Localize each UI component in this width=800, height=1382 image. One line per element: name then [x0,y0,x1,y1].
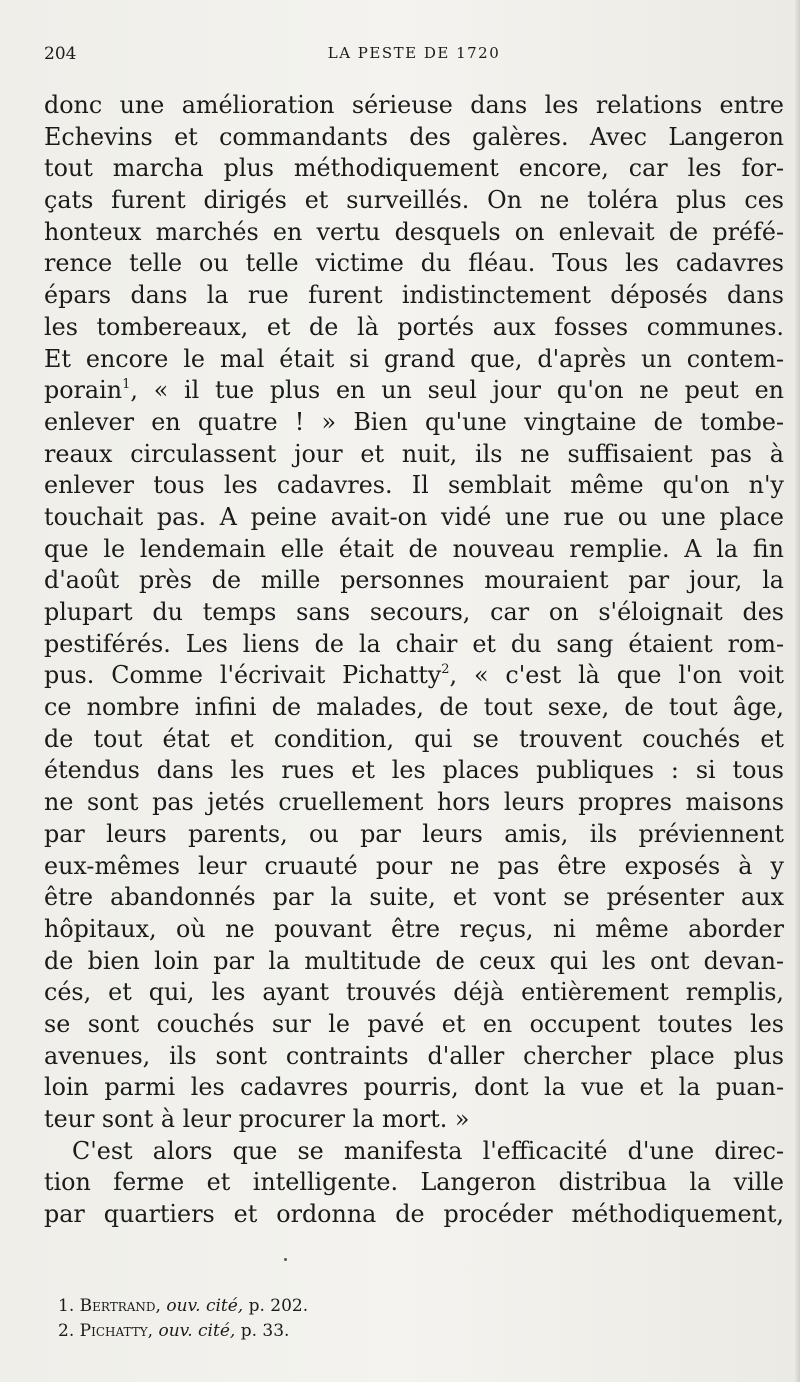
footnote-ref-2: 2 [441,662,450,678]
text-line: de tout état et condition, qui se trouvent couchés et [44,724,784,753]
footnote-number: 2. [58,1321,75,1341]
line-text: porain [44,376,123,405]
page-number: 204 [44,44,77,64]
page-header [44,44,784,68]
text-line-with-footnote-ref [44,660,784,692]
text-line: rence telle ou telle victime du fléau. Tous les cadavres [44,249,784,278]
text-line: d'août près de mille personnes mouraient par jour, la [44,566,784,595]
line-text: , « il tue plus en un seul jour qu'on ne peut en [130,376,784,405]
text-line: Et encore le mal était si grand que, d'après un contem- [44,344,784,373]
text-line: donc une amélioration sérieuse dans les relations entre [44,91,784,119]
footnote-page: p. 33. [240,1321,290,1341]
text-line: hôpitaux, où ne pouvant être reçus, ni même aborder [44,914,784,943]
text-line: enlever tous les cadavres. Il semblait même qu'on n'y [44,471,784,500]
text-line: enlever en quatre ! » Bien qu'une vingtaine de tombe- [44,407,784,436]
running-title: LA PESTE DE 1720 [327,44,501,62]
text-line: Echevins et commandants des galères. Avec Langeron [44,122,784,151]
text-line: honteux marchés en vertu desquels on enlevait de préfé- [44,217,784,246]
text-line-paragraph-start: C'est alors que se manifesta l'efficacité d'une direc- [72,1136,784,1165]
footnote-1 [58,1294,758,1319]
footnote-author: Bertrand, [79,1296,161,1316]
line-text: , « c'est là que l'on voit [449,661,784,690]
text-line: plupart du temps sans secours, car on s'éloignait des [44,598,784,626]
footnote-page: p. 202. [248,1296,309,1316]
text-line-paragraph-end: teur sont à leur procurer la mort. » [44,1105,470,1133]
text-line: tout marcha plus méthodiquement encore, car les for- [44,154,784,183]
text-line: épars dans la rue furent indistinctement déposés dans [44,281,784,310]
text-line: çats furent dirigés et surveillés. On ne toléra plus ces [44,186,784,215]
text-line: reaux circulassent jour et nuit, ils ne suffisaient pas à [44,439,784,468]
text-line: que le lendemain elle était de nouveau remplie. A la fin [44,534,784,563]
text-line: ce nombre infini de malades, de tout sexe, de tout âge, [44,693,784,722]
text-line: tion ferme et intelligente. Langeron distribua la ville [44,1168,784,1197]
text-line: étendus dans les rues et les places publiques : si tous [44,756,784,785]
text-line: de bien loin par la multitude de ceux qui les ont devan- [44,946,784,975]
text-line: ne sont pas jetés cruellement hors leurs propres maisons [44,788,784,817]
text-line: avenues, ils sont contraints d'aller chercher place plus [44,1041,784,1070]
body-text [44,90,784,1231]
text-line: touchait pas. A peine avait-on vidé une rue ou une place [44,502,784,531]
text-line: par quartiers et ordonna de procéder méthodiquement, [44,1200,784,1229]
print-speck [284,1258,287,1261]
footnote-work: ouv. cité, [166,1296,244,1316]
footnote-ref-1: 1 [122,377,131,393]
text-line: être abandonnés par la suite, et vont se présenter aux [44,883,784,912]
footnote-work: ouv. cité, [158,1321,236,1341]
text-line: eux-mêmes leur cruauté pour ne pas être exposés à y [44,851,784,880]
footnote-number: 1. [58,1296,75,1316]
text-line: loin parmi les cadavres pourris, dont la vue et la puan- [44,1073,784,1102]
line-text: pus. Comme l'écrivait Pichatty [44,661,442,690]
footnote-author: Pichatty, [79,1321,154,1341]
text-line: pestiférés. Les liens de la chair et du sang étaient rom- [44,629,784,658]
page-edge-shadow [794,0,800,1382]
footnote-2 [58,1319,758,1344]
footnotes [58,1294,758,1344]
text-line: par leurs parents, ou par leurs amis, ils préviennent [44,819,784,848]
text-line: se sont couchés sur le pavé et en occupent toutes les [44,1009,784,1038]
text-line-with-footnote-ref [44,375,784,407]
text-line: cés, et qui, les ayant trouvés déjà entièrement remplis, [44,978,784,1007]
text-line: les tombereaux, et de là portés aux fosses communes. [44,312,784,341]
